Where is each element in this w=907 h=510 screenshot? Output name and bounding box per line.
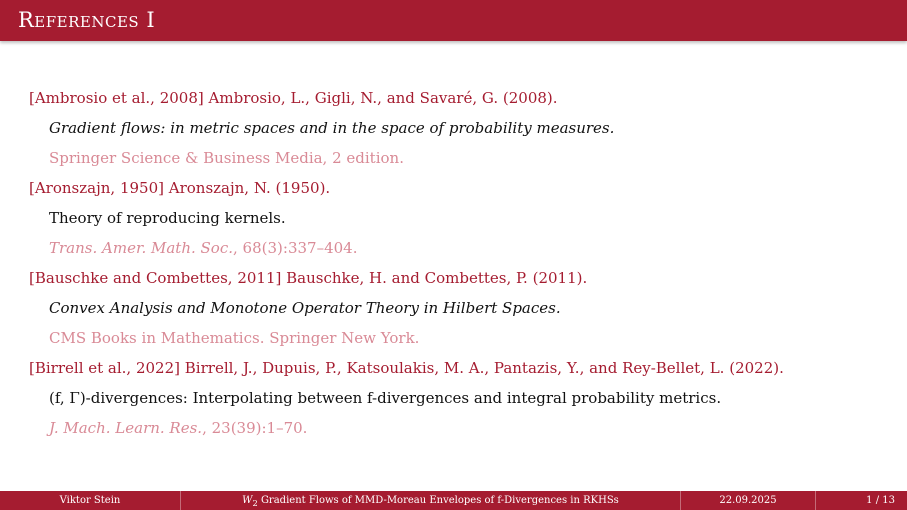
reference-head (29, 265, 889, 295)
reference-entry (29, 265, 889, 355)
footer-date: 22.09.2025 (681, 491, 816, 510)
reference-key[interactable]: [Bauschke and Combettes, 2011] (29, 269, 282, 287)
reference-venue: J. Mach. Learn. Res. (49, 419, 203, 437)
reference-entry (29, 175, 889, 265)
reference-entry (29, 85, 889, 175)
reference-entry (29, 355, 889, 445)
frame-title-bar (0, 0, 907, 41)
reference-list (29, 85, 889, 445)
footer-author: Viktor Stein (0, 491, 181, 510)
reference-title: (f, Γ)-divergences: Interpolating between f-divergences and integral probability metrics. (49, 389, 722, 407)
footer-title-text: Gradient Flows of MMD-Moreau Envelopes of f-Divergences in RKHSs (257, 495, 619, 506)
reference-key[interactable]: [Birrell et al., 2022] (29, 359, 180, 377)
reference-publication (29, 235, 889, 265)
reference-head (29, 175, 889, 205)
reference-details: CMS Books in Mathematics. Springer New York. (49, 329, 420, 347)
reference-head (29, 355, 889, 385)
reference-venue: Trans. Amer. Math. Soc. (49, 239, 234, 257)
footer-title-symbol: W (242, 495, 253, 506)
reference-key[interactable]: [Ambrosio et al., 2008] (29, 89, 204, 107)
reference-head (29, 85, 889, 115)
reference-publication (29, 325, 889, 355)
footer-page-number: 1 / 13 (866, 495, 895, 506)
reference-title: Convex Analysis and Monotone Operator Theory in Hilbert Spaces. (49, 299, 561, 317)
footer-talk-title (181, 491, 681, 510)
reference-authors: Bauschke, H. and Combettes, P. (2011). (286, 269, 588, 287)
reference-details: , 23(39):1–70. (202, 419, 308, 437)
footer-title-subscript: 2 (252, 498, 258, 508)
reference-publication (29, 145, 889, 175)
reference-details: , 68(3):337–404. (233, 239, 358, 257)
reference-key[interactable]: [Aronszajn, 1950] (29, 179, 164, 197)
reference-authors: Aronszajn, N. (1950). (168, 179, 331, 197)
reference-authors: Ambrosio, L., Gigli, N., and Savaré, G. (2008). (208, 89, 558, 107)
reference-title: Theory of reproducing kernels. (49, 209, 286, 227)
reference-details: Springer Science & Business Media, 2 edition. (49, 149, 404, 167)
reference-publication (29, 415, 889, 445)
frame-title: References I (18, 8, 156, 32)
reference-authors: Birrell, J., Dupuis, P., Katsoulakis, M. A., Pantazis, Y., and Rey-Bellet, L. (2022). (184, 359, 784, 377)
footer-bar (0, 491, 907, 510)
reference-title: Gradient flows: in metric spaces and in the space of probability measures. (49, 119, 615, 137)
